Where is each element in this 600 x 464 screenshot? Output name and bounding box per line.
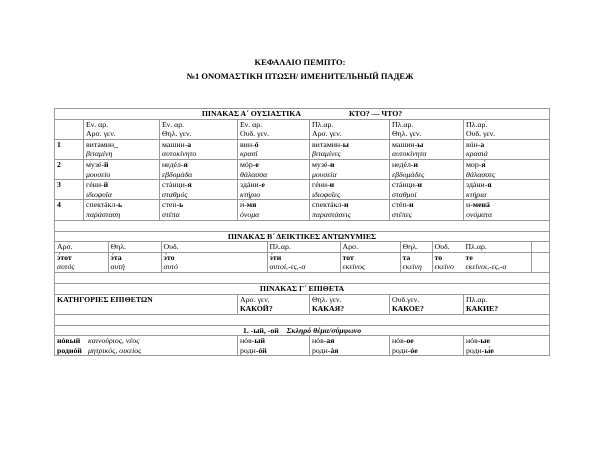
adjective-ending: ое [406, 336, 414, 346]
noun-stem: машин- [162, 139, 188, 149]
translation: κρασιά [466, 149, 488, 159]
column-header: Ουδ. [161, 242, 267, 252]
table-a-row [55, 180, 550, 200]
noun-stem: вин- [240, 139, 255, 149]
noun-ending: ь [117, 200, 123, 210]
adjective-ending: ый [254, 336, 265, 346]
translation: σταθμός [162, 189, 188, 199]
noun-stem: гéни- [86, 180, 104, 190]
noun-ending: ы [342, 139, 349, 149]
translation: στέπες [392, 209, 412, 219]
noun-ending: и [413, 159, 418, 169]
column-header: Θηλ. [108, 242, 161, 252]
column-header: Αρσ. γεν. [86, 129, 116, 139]
noun-stem: и́- [240, 200, 247, 210]
noun-stem: гéни- [312, 180, 330, 190]
spacer-row [55, 272, 550, 283]
noun-stem: музé- [86, 159, 104, 169]
section-subtitle: Σκληρό θέμα/σύμφωνο [286, 325, 362, 335]
adjective-stem: родн- [392, 345, 411, 355]
column-header: Ουδ. γεν. [466, 129, 496, 139]
column-header: Εν. αρ. [86, 119, 109, 129]
row-number: 4 [55, 200, 84, 220]
spacer-row [55, 220, 550, 231]
translation: μουσεία [312, 169, 337, 179]
adjective-stem: нóв- [240, 336, 255, 346]
column-header: Θηλ. γεν. [312, 294, 342, 304]
noun-stem: музé- [312, 159, 330, 169]
translation: κτήριο [240, 189, 261, 199]
adjective-stem: родн- [466, 345, 485, 355]
noun-ending: а [187, 139, 192, 149]
noun-stem: здáни- [466, 180, 488, 190]
translation: κρασί [240, 149, 258, 159]
row-number: 1 [55, 139, 84, 159]
translation: στέπα [162, 209, 180, 219]
noun-stem: мор- [466, 159, 482, 169]
adjective-ending: ая [326, 336, 335, 346]
adjective-stem: родн- [240, 345, 259, 355]
noun-stem: стáнци- [162, 180, 188, 190]
pronoun-subtable [55, 242, 550, 272]
translation: θάλασσες [466, 169, 496, 179]
translation: βιταμίνες [312, 149, 341, 159]
adjective-stem: нóв- [312, 336, 327, 346]
pronoun: э́то [163, 252, 175, 262]
translation: σταθμοί [392, 189, 417, 199]
noun-stem: витамин [86, 139, 115, 149]
column-header: Θηλ. [400, 242, 432, 252]
translation: καινούριος, νέος [88, 336, 140, 346]
translation: εκείνο [434, 262, 454, 272]
column-question: КАКАЯ? [312, 304, 345, 314]
column-header: Πλ.αρ. [392, 119, 414, 129]
noun-stem: степ- [162, 200, 180, 210]
adjective-ending: ы́е [484, 345, 494, 355]
table-a-title: ΠΙΝΑΚΑΣ Α΄ ΟΥΣΙΑΣΤΙΚΑ [201, 109, 301, 118]
translation: βιταμίνη [86, 149, 113, 159]
column-header: Πλ.αρ. [466, 119, 488, 129]
pronoun: э́тот [57, 252, 72, 262]
noun-stem: спектáкл- [86, 200, 118, 210]
column-header: Ουδ. γεν. [240, 129, 270, 139]
pronoun: э́та [110, 252, 122, 262]
pronoun: та [402, 252, 411, 262]
column-header: Θηλ. γεν. [162, 129, 192, 139]
column-header: Θηλ. γεν. [392, 129, 422, 139]
table-c-header-row [55, 294, 550, 314]
translation: αυτή [110, 262, 125, 272]
column-question: КАКИЕ? [466, 304, 499, 314]
column-header: Αρσ. [340, 242, 400, 252]
table-a-row [55, 159, 550, 179]
noun-ending: _ [114, 139, 119, 149]
noun-ending: а [480, 139, 485, 149]
noun-ending: и [329, 159, 335, 169]
example-word: нóвый [57, 336, 81, 346]
noun-stem: здáни- [240, 180, 262, 190]
table-a-header-row [55, 119, 550, 139]
table-c-title-row [55, 283, 550, 294]
column-header: Εν. αρ. [240, 119, 263, 129]
table-c-title: ΠΙΝΑΚΑΣ Γ΄ ΕΠΙΘΕΤΑ [55, 283, 550, 294]
adjective-stem: нóв- [466, 336, 481, 346]
pronoun: то [434, 252, 443, 262]
translation: αυτοί,-ες,-α [269, 262, 306, 272]
noun-ending: я [183, 159, 188, 169]
adjective-stem: родн- [312, 345, 331, 355]
chapter-title: ΚΕΦΑΛΑΙΟ ΠΕΜΠΤΟ: [254, 57, 346, 67]
noun-stem: мóр- [240, 159, 256, 169]
noun-ending: и [417, 180, 422, 190]
translation: κτήρια [466, 189, 487, 199]
noun-stem: и- [466, 200, 473, 210]
translation: εκείνοι,-ες,-α [465, 262, 507, 272]
translation: θάλασσα [240, 169, 268, 179]
noun-ending: ы [417, 139, 424, 149]
translation: εβδομάδες [392, 169, 425, 179]
translation: εκείνη [402, 262, 422, 272]
noun-stem: недéл- [162, 159, 184, 169]
translation: μητρικός, οικείος [88, 345, 142, 355]
column-question: КАКОЕ? [392, 304, 424, 314]
column-header: Αρσ. γεν. [240, 294, 270, 304]
translation: όνομα [240, 209, 260, 219]
noun-stem: витамин- [312, 139, 343, 149]
table-b-header-row [55, 242, 550, 273]
noun-stem: вúн- [466, 139, 481, 149]
column-header: Πλ.αρ. [267, 242, 340, 252]
noun-ending: й [103, 180, 109, 190]
translation: ιδιοφυΐα [86, 189, 113, 199]
noun-stem: машин- [392, 139, 418, 149]
adjective-row [55, 336, 550, 356]
column-question: КАКОЙ? [240, 304, 273, 314]
noun-ending: и [343, 200, 349, 210]
pronoun: э́ти [269, 252, 282, 262]
adjective-ending: ые [480, 336, 490, 346]
translation: αυτοκίνητο [162, 149, 197, 159]
lesson-title: №1 ΟΝΟΜΑΣΤΙΚΗ ΠΤΩΣΗ/ ИМЕНИТЕЛЬНЫЙ ПАДЕЖ [186, 71, 414, 81]
column-header: Ουδ. [432, 242, 531, 252]
column-header: Αρσ. [55, 242, 108, 252]
categories-label: ΚΑΤΗΓΟΡΙΕΣ ΕΠΙΘΕΤΩΝ [55, 294, 238, 314]
noun-ending: и [329, 180, 335, 190]
noun-ending: й [103, 159, 109, 169]
column-header: Εν. αρ. [162, 119, 185, 129]
table-b-title: ΠΙΝΑΚΑΣ Β΄ ΔΕΙΚΤΙΚΕΣ ΑΝΤΩΝΥΜΙΕΣ [55, 231, 550, 242]
translation: παράσταση [86, 209, 121, 219]
column-header: Ουδ.γεν. [392, 294, 420, 304]
translation: ιδιοφυΐες [312, 189, 341, 199]
spacer-row [55, 314, 550, 325]
noun-ending: я́ [481, 159, 486, 169]
noun-ending: я [187, 180, 192, 190]
noun-stem: стáнци- [392, 180, 418, 190]
noun-stem: стéп- [392, 200, 410, 210]
noun-ending: е [261, 180, 265, 190]
grammar-table [54, 108, 550, 356]
table-a-row [55, 139, 550, 159]
table-a-row [55, 200, 550, 220]
example-word: роднóй [57, 345, 82, 355]
row-number: 2 [55, 159, 84, 179]
adjective-stem: нóв- [392, 336, 407, 346]
noun-ending: е [255, 159, 259, 169]
column-header: Πλ.αρ. [465, 242, 487, 252]
pronoun: те [465, 252, 473, 262]
noun-ending: ó [254, 139, 259, 149]
section-title-row [55, 325, 550, 336]
section-title: 1. -ый, -ой [242, 325, 279, 335]
table-b-title-row [55, 231, 550, 242]
translation: αυτός [57, 262, 75, 272]
translation: ονόματα [466, 209, 493, 219]
translation: αυτοκίνητα [392, 149, 427, 159]
table-a-title-row [55, 109, 550, 120]
column-header: Πλ.αρ. [312, 119, 334, 129]
adjective-ending: áя [330, 345, 339, 355]
column-header: Πλ.αρ. [466, 294, 488, 304]
adjective-ending: óй [258, 345, 267, 355]
noun-ending: я [487, 180, 492, 190]
noun-stem: спектáкл- [312, 200, 344, 210]
noun-ending: менá [472, 200, 490, 210]
translation: εκείνος [342, 262, 366, 272]
row-number: 3 [55, 180, 84, 200]
translation: αυτό [163, 262, 178, 272]
translation: μουσείο [86, 169, 111, 179]
adjective-ending: óе [410, 345, 418, 355]
translation: παραστάσεις [312, 209, 351, 219]
noun-stem: недéл- [392, 159, 414, 169]
translation: εβδομάδα [162, 169, 193, 179]
noun-ending: ь [179, 200, 184, 210]
column-header: Αρσ. γεν. [312, 129, 342, 139]
noun-ending: и [409, 200, 414, 210]
noun-ending: мя [246, 200, 257, 210]
table-a-question: КТО? — ЧТО? [348, 109, 403, 118]
pronoun: тот [342, 252, 354, 262]
